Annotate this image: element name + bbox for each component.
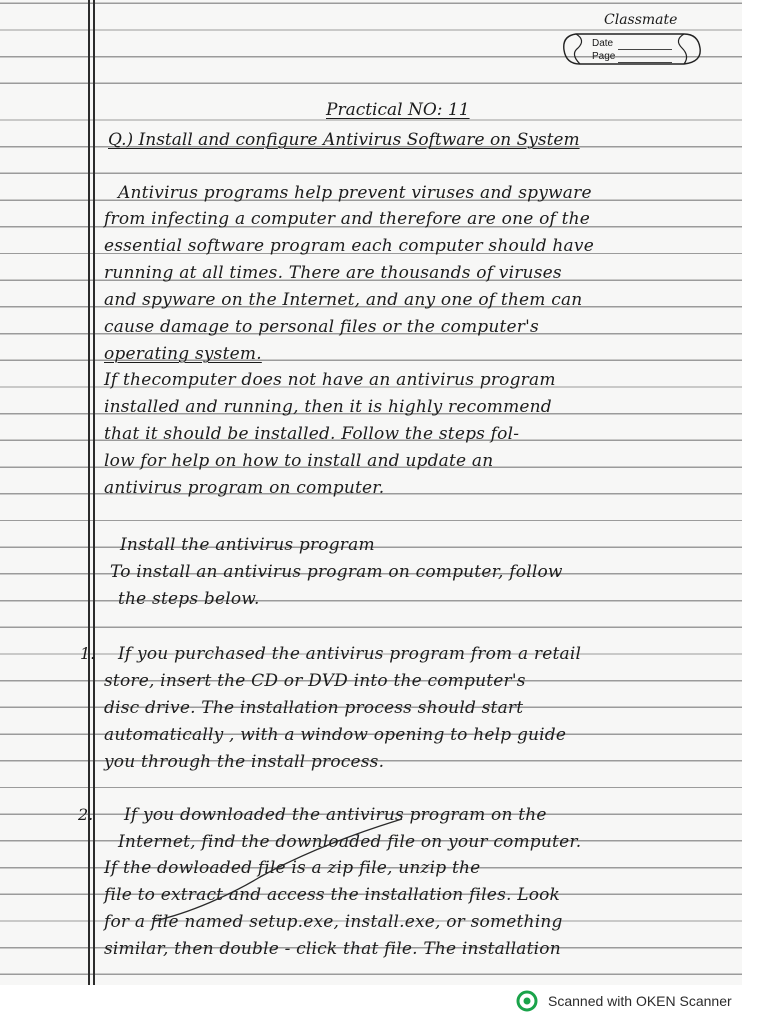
text-line: Internet, find the downloaded file on your computer.	[118, 832, 582, 852]
text-line: you through the install process.	[104, 752, 385, 772]
text-line: To install an antivirus program on computer, follow	[110, 562, 563, 582]
text-line: the steps below.	[118, 589, 260, 609]
text-line: If you purchased the antivirus program from a retail	[118, 644, 582, 664]
text-line: file to extract and access the installation files. Look	[104, 885, 561, 905]
text-line: installed and running, then it is highly recommend	[104, 397, 552, 417]
scanner-text: Scanned with OKEN Scanner	[548, 993, 732, 1009]
text-line: running at all times. There are thousands of viruses	[104, 263, 562, 283]
text-line: antivirus program on computer.	[104, 478, 385, 498]
scanner-logo-icon	[516, 990, 538, 1012]
date-label: Date	[592, 38, 614, 49]
text-line: low for help on how to install and update an	[104, 451, 494, 471]
text-line: for a file named setup.exe, install.exe, or something	[104, 912, 563, 932]
text-line: If thecomputer does not have an antivirus program	[104, 370, 556, 390]
text-line: operating system.	[104, 344, 262, 364]
brand-name: Classmate	[604, 12, 678, 28]
text-line: store, insert the CD or DVD into the computer's	[104, 671, 526, 691]
text-line: and spyware on the Internet, and any one of them can	[104, 290, 583, 310]
text-line: from infecting a computer and therefore are one of the	[104, 209, 591, 229]
text-line: disc drive. The installation process should start	[104, 698, 524, 718]
practical-title: Practical NO: 11	[326, 100, 470, 120]
section-heading: Install the antivirus program	[120, 535, 375, 555]
text-line: that it should be installed. Follow the steps fol-	[104, 424, 520, 444]
text-line: If you downloaded the antivirus program on the	[124, 805, 547, 825]
text-line: Antivirus programs help prevent viruses and spyware	[118, 183, 592, 203]
text-line: similar, then double - click that file. The installation	[104, 939, 561, 959]
page-label: Page	[592, 51, 616, 62]
question-heading: Q.) Install and configure Antivirus Software on System	[108, 130, 580, 150]
step-number: 1.	[80, 644, 96, 663]
text-line: automatically , with a window opening to help guide	[104, 725, 567, 745]
text-line: If the dowloaded file is a zip file, unzip the	[104, 858, 481, 878]
text-line: cause damage to personal files or the computer's	[104, 317, 539, 337]
text-line: essential software program each computer should have	[104, 236, 594, 256]
scanner-watermark	[516, 990, 732, 1012]
step-number: 2.	[78, 805, 94, 824]
